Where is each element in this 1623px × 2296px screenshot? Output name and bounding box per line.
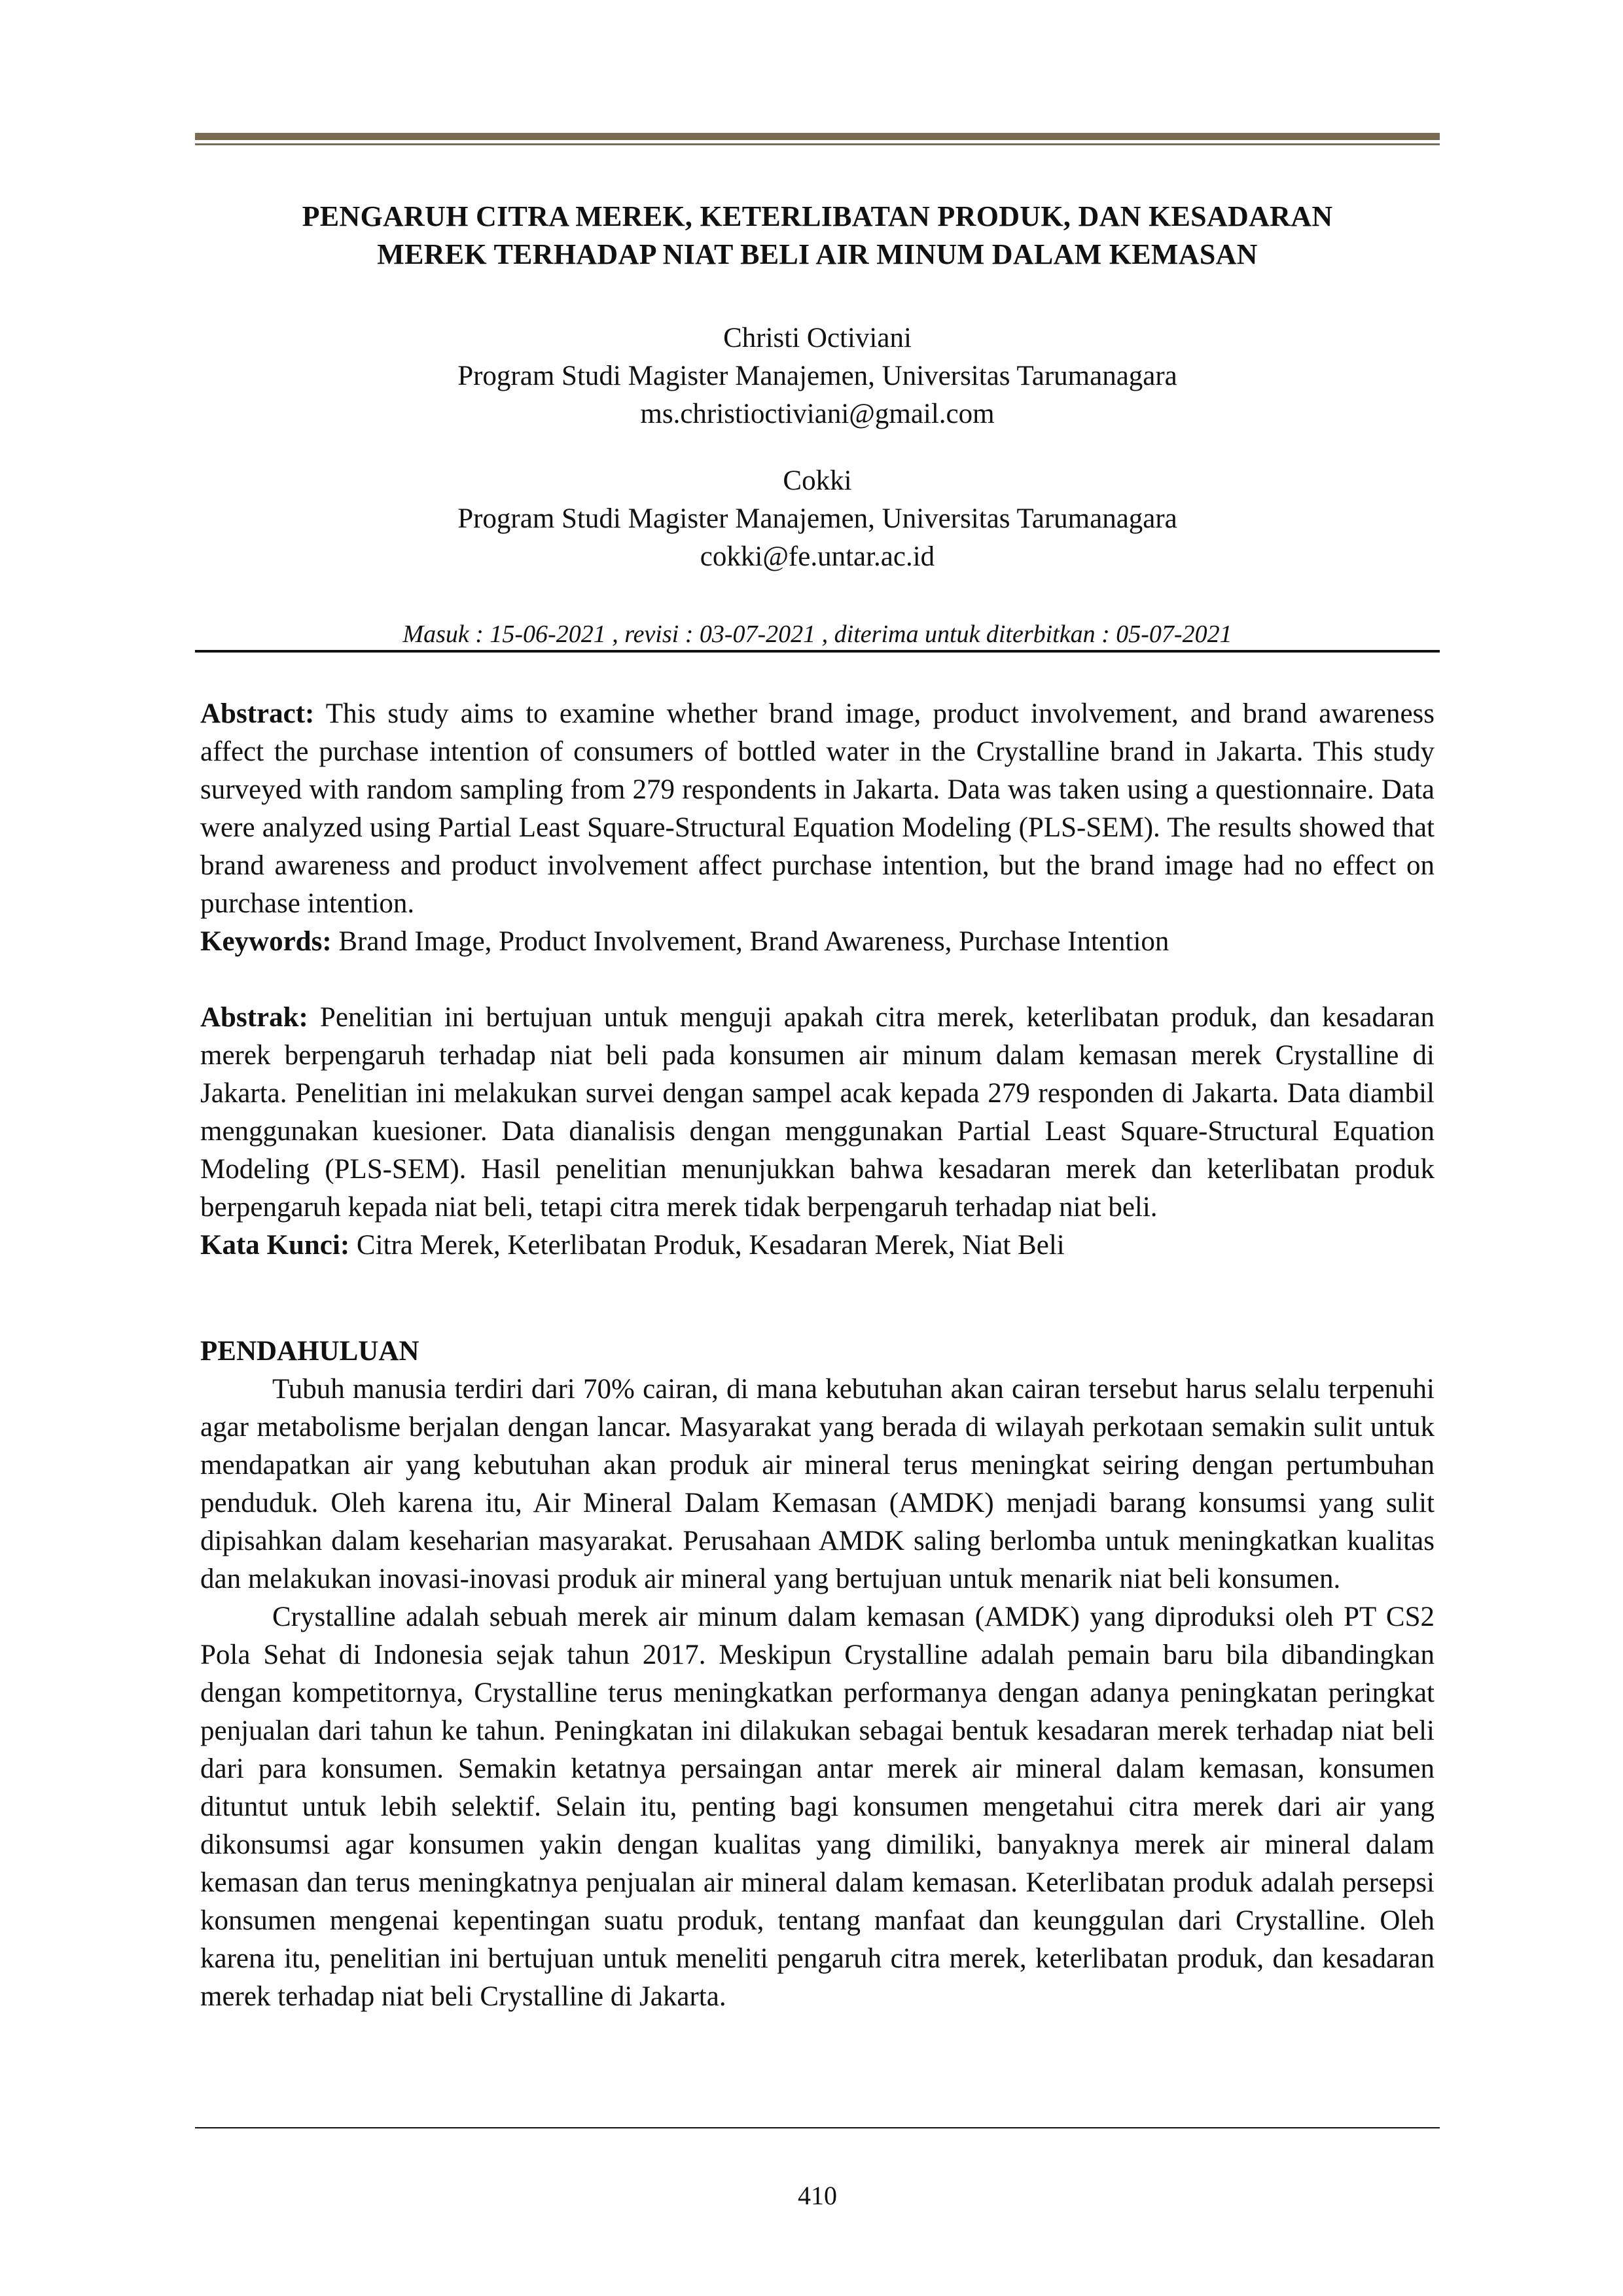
author-name: Cokki xyxy=(783,465,852,496)
author-affiliation: Program Studi Magister Manajemen, Universitas Tarumanagara xyxy=(457,503,1177,534)
divider-rule xyxy=(195,650,1440,653)
submission-dates: Masuk : 15-06-2021 , revisi : 03-07-2021 , diterima untuk diterbitkan : 05-07-2021 xyxy=(402,620,1232,648)
kata-kunci-text: Citra Merek, Keterlibatan Produk, Kesadaran Merek, Niat Beli xyxy=(349,1230,1065,1261)
author-affiliation: Program Studi Magister Manajemen, Universitas Tarumanagara xyxy=(457,361,1177,391)
author-name: Christi Octiviani xyxy=(723,323,912,353)
keywords-text: Brand Image, Product Involvement, Brand Awareness, Purchase Intention xyxy=(331,926,1169,957)
author-email: cokki@fe.untar.ac.id xyxy=(700,541,935,572)
abstract-text: This study aims to examine whether brand image, product involvement, and brand awareness affect the purchase intention of consumers of bottled water in the Crystalline brand in Jakarta. This study surveyed with random sampling from 279 respondents in Jakarta. Data was taken using a questionnaire. Data were analyzed using Partial Least Square-Structural Equation Modeling (PLS-SEM). The results showed that brand awareness and product involvement affect purchase intention, but the brand image had no effect on purchase intention. xyxy=(200,698,1435,919)
abstract-indonesian xyxy=(200,999,1435,1265)
abstract-paragraph xyxy=(200,695,1435,923)
introduction-body xyxy=(200,1371,1435,2016)
kata-kunci-line xyxy=(200,1227,1435,1265)
section-heading: PENDAHULUAN xyxy=(200,1336,419,1367)
abstract-english xyxy=(200,695,1435,961)
author-email: ms.christioctiviani@gmail.com xyxy=(640,399,995,429)
paper-title xyxy=(195,198,1440,274)
author-block-1 xyxy=(195,319,1440,433)
body-paragraph-2: Crystalline adalah sebuah merek air minum dalam kemasan (AMDK) yang diproduksi oleh PT CS2 Pola Sehat di Indonesia sejak tahun 2017. Meskipun Crystalline adalah pemain baru bila dibandingkan dengan kompetitornya, Crystalline terus meningkatkan performanya dengan adanya peningkatan peringkat penjualan dari tahun ke tahun. Peningkatan ini dilakukan sebagai bentuk kesadaran merek terhadap niat beli dari para konsumen. Semakin ketatnya persaingan antar merek air mineral dalam kemasan, konsumen dituntut untuk lebih selektif. Selain itu, penting bagi konsumen mengetahui citra merek dari air yang dikonsumsi agar konsumen yakin dengan kualitas yang dimiliki, banyaknya merek air mineral dalam kemasan dan terus meningkatnya penjualan air mineral dalam kemasan. Keterlibatan produk adalah persepsi konsumen mengenai kepentingan suatu produk, tentang manfaat dan keunggulan dari Crystalline. Oleh karena itu, penelitian ini bertujuan untuk meneliti pengaruh citra merek, keterlibatan produk, dan kesadaran merek terhadap niat beli Crystalline di Jakarta. xyxy=(200,1602,1435,2012)
keywords-line xyxy=(200,923,1435,961)
abstrak-label: Abstrak: xyxy=(200,1002,308,1033)
abstrak-text: Penelitian ini bertujuan untuk menguji apakah citra merek, keterlibatan produk, dan kesadaran merek berpengaruh terhadap niat beli pada konsumen air minum dalam kemasan merek Crystalline di Jakarta. Penelitian ini melakukan survei dengan sampel acak kepada 279 responden di Jakarta. Data diambil menggunakan kuesioner. Data dianalisis dengan menggunakan Partial Least Square-Structural Equation Modeling (PLS-SEM). Hasil penelitian menunjukkan bahwa kesadaran merek dan keterlibatan produk berpengaruh kepada niat beli, tetapi citra merek tidak berpengaruh terhadap niat beli. xyxy=(200,1002,1435,1223)
title-line-1: PENGARUH CITRA MEREK, KETERLIBATAN PRODUK, DAN KESADARAN xyxy=(302,200,1333,232)
abstract-label: Abstract: xyxy=(200,698,315,729)
page-number: 410 xyxy=(798,2181,837,2210)
body-paragraph-1: Tubuh manusia terdiri dari 70% cairan, di mana kebutuhan akan cairan tersebut harus selalu terpenuhi agar metabolisme berjalan dengan lancar. Masyarakat yang berada di wilayah perkotaan semakin sulit untuk mendapatkan air yang kebutuhan akan produk air mineral terus meningkat seiring dengan pertumbuhan penduduk. Oleh karena itu, Air Mineral Dalam Kemasan (AMDK) menjadi barang konsumsi yang sulit dipisahkan dalam keseharian masyarakat. Perusahaan AMDK saling berlomba untuk meningkatkan kualitas dan melakukan inovasi-inovasi produk air mineral yang bertujuan untuk menarik niat beli konsumen. xyxy=(200,1374,1435,1594)
title-line-2: MEREK TERHADAP NIAT BELI AIR MINUM DALAM KEMASAN xyxy=(377,238,1258,270)
author-block-2 xyxy=(195,462,1440,576)
keywords-label: Keywords: xyxy=(200,926,332,957)
footer-rule xyxy=(195,2127,1440,2128)
abstrak-paragraph xyxy=(200,999,1435,1227)
header-double-rule xyxy=(195,133,1440,145)
kata-kunci-label: Kata Kunci: xyxy=(200,1230,350,1261)
